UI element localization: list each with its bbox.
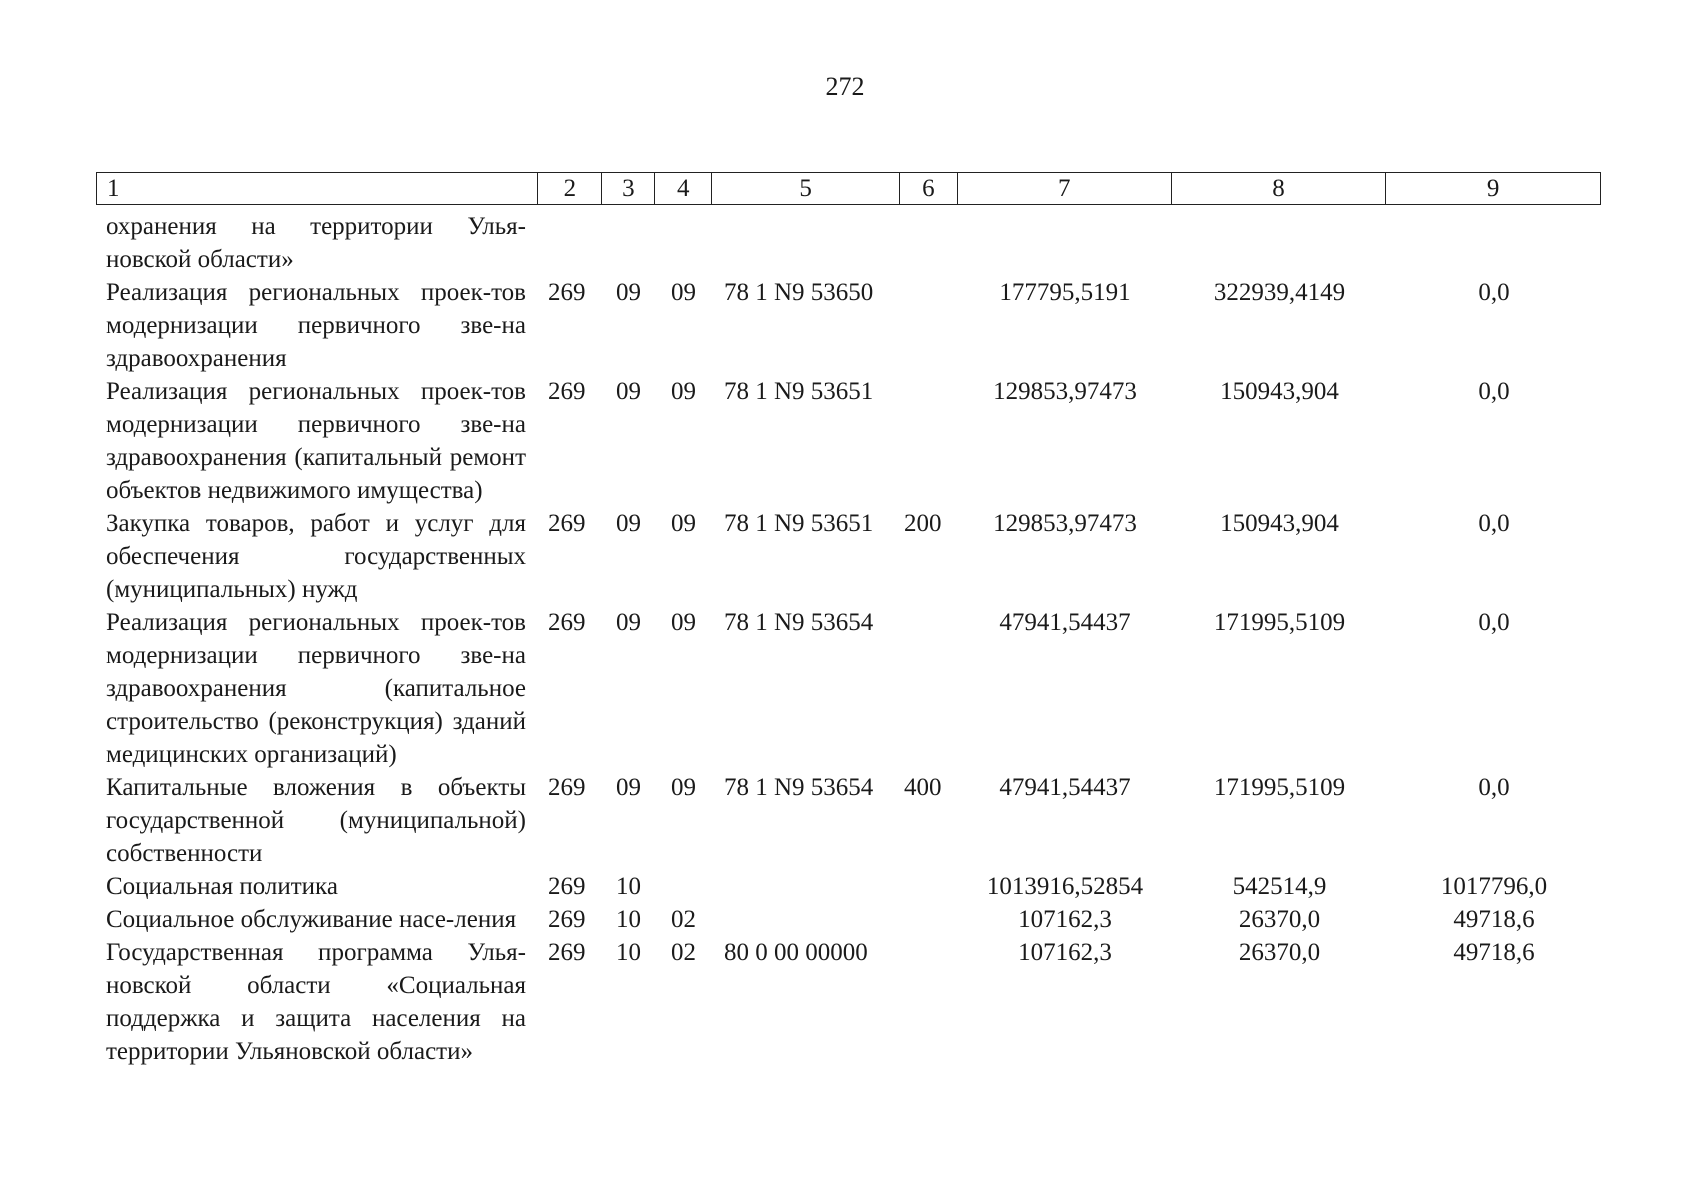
row-value-7: 129853,97473 — [993, 510, 1137, 537]
row-code-2: 269 — [548, 939, 586, 966]
row-code-6: 400 — [904, 774, 942, 801]
row-value-7: 129853,97473 — [993, 378, 1137, 405]
row-code-2: 269 — [548, 873, 586, 900]
row-name: Капитальные вложения в объекты государственной (муниципальной) собственности — [106, 774, 526, 867]
row-value-8: 171995,5109 — [1213, 609, 1346, 636]
row-value-9: 0,0 — [1478, 378, 1510, 405]
header-col-7: 7 — [958, 173, 1172, 204]
row-value-7: 177795,5191 — [999, 279, 1131, 306]
row-code-5 — [712, 870, 900, 903]
row-code-4: 02 — [671, 939, 696, 966]
row-code-5: 78 1 N9 53650 — [724, 279, 874, 306]
row-code-4: 09 — [671, 279, 696, 306]
row-value-8: 26370,0 — [1238, 906, 1321, 933]
row-code-6 — [900, 210, 958, 276]
row-code-4: 09 — [671, 378, 696, 405]
row-value-8: 150943,904 — [1220, 510, 1339, 537]
row-name: Государственная программа Улья-новской области «Социальная поддержка и защита населения на территории Ульяновской области» — [106, 939, 526, 1065]
row-code-3: 09 — [616, 378, 641, 405]
row-code-6 — [900, 375, 958, 507]
row-code-2: 269 — [548, 279, 586, 306]
table-row — [96, 606, 1601, 771]
row-code-4 — [655, 870, 712, 903]
page-number: 272 — [825, 72, 865, 101]
row-code-4: 09 — [671, 774, 696, 801]
row-code-6 — [900, 870, 958, 903]
row-value-9: 0,0 — [1478, 774, 1510, 801]
row-code-5: 78 1 N9 53654 — [724, 774, 874, 801]
header-col-9: 9 — [1486, 175, 1500, 202]
row-code-5: 80 0 00 00000 — [724, 939, 868, 966]
row-code-5: 78 1 N9 53651 — [724, 510, 874, 537]
header-col-8: 8 — [1172, 173, 1387, 204]
table-row — [96, 903, 1601, 936]
row-code-6: 200 — [904, 510, 942, 537]
row-code-5: 78 1 N9 53654 — [724, 609, 874, 636]
row-code-3: 09 — [616, 609, 641, 636]
row-value-8 — [1172, 210, 1387, 276]
row-code-3: 10 — [616, 873, 641, 900]
row-code-3: 10 — [616, 906, 641, 933]
row-value-9: 1017796,0 — [1440, 873, 1548, 900]
row-code-4: 09 — [671, 609, 696, 636]
table-row — [96, 210, 1601, 276]
table-row — [96, 771, 1601, 870]
row-code-2: 269 — [548, 510, 586, 537]
header-col-5: 5 — [712, 173, 900, 204]
row-value-8: 542514,9 — [1232, 873, 1327, 900]
header-col-3: 3 — [602, 173, 655, 204]
row-value-8: 26370,0 — [1238, 939, 1321, 966]
row-name: Закупка товаров, работ и услуг для обеспечения государственных (муниципальных) нужд — [106, 510, 526, 603]
row-name: охранения на территории Улья-новской области» — [106, 213, 526, 273]
row-value-9: 49718,6 — [1453, 906, 1535, 933]
table-row — [96, 936, 1601, 1068]
row-value-8: 322939,4149 — [1213, 279, 1346, 306]
row-code-4: 09 — [671, 510, 696, 537]
table-row — [96, 276, 1601, 375]
row-name: Социальная политика — [106, 873, 338, 900]
row-value-7 — [958, 210, 1172, 276]
row-code-4: 02 — [671, 906, 696, 933]
row-name: Реализация региональных проек-тов модернизации первичного зве-на здравоохранения (капитальное строительство (реконструкция) зданий медицинских организаций) — [106, 609, 526, 768]
row-value-7: 47941,54437 — [999, 774, 1131, 801]
header-col-4: 4 — [655, 173, 712, 204]
row-code-4 — [655, 210, 712, 276]
table-body — [96, 210, 1601, 1068]
row-name: Социальное обслуживание насе-ления — [106, 906, 517, 933]
row-code-2: 269 — [548, 609, 586, 636]
row-value-7: 107162,3 — [1018, 939, 1112, 966]
row-code-5 — [712, 210, 900, 276]
row-code-2: 269 — [548, 378, 586, 405]
row-value-7: 107162,3 — [1018, 906, 1112, 933]
table-header — [96, 172, 1601, 205]
row-code-5 — [712, 903, 900, 936]
row-code-2: 269 — [548, 906, 586, 933]
table-row — [96, 507, 1601, 606]
row-code-6 — [900, 276, 958, 375]
row-name: Реализация региональных проек-тов модернизации первичного зве-на здравоохранения — [106, 279, 526, 372]
row-value-9: 0,0 — [1478, 510, 1510, 537]
row-code-6 — [900, 606, 958, 771]
row-code-3 — [602, 210, 655, 276]
row-value-8: 171995,5109 — [1213, 774, 1346, 801]
row-code-3: 09 — [616, 279, 641, 306]
row-value-7: 1013916,52854 — [986, 873, 1144, 900]
row-value-9: 49718,6 — [1453, 939, 1535, 966]
row-value-9: 0,0 — [1478, 609, 1510, 636]
row-code-3: 09 — [616, 774, 641, 801]
header-col-2: 2 — [538, 173, 602, 204]
row-name: Реализация региональных проек-тов модернизации первичного зве-на здравоохранения (капитальный ремонт объектов недвижимого имущества) — [106, 378, 526, 504]
row-code-6 — [900, 936, 958, 1068]
row-value-9: 0,0 — [1478, 279, 1510, 306]
row-code-3: 09 — [616, 510, 641, 537]
row-code-2 — [538, 210, 602, 276]
table-row — [96, 375, 1601, 507]
header-col-1: 1 — [97, 173, 538, 204]
row-code-5: 78 1 N9 53651 — [724, 378, 874, 405]
row-code-6 — [900, 903, 958, 936]
row-value-7: 47941,54437 — [999, 609, 1131, 636]
row-code-3: 10 — [616, 939, 641, 966]
row-code-2: 269 — [548, 774, 586, 801]
row-value-9 — [1387, 210, 1601, 276]
header-col-6: 6 — [900, 173, 958, 204]
row-value-8: 150943,904 — [1220, 378, 1339, 405]
table-row — [96, 870, 1601, 903]
